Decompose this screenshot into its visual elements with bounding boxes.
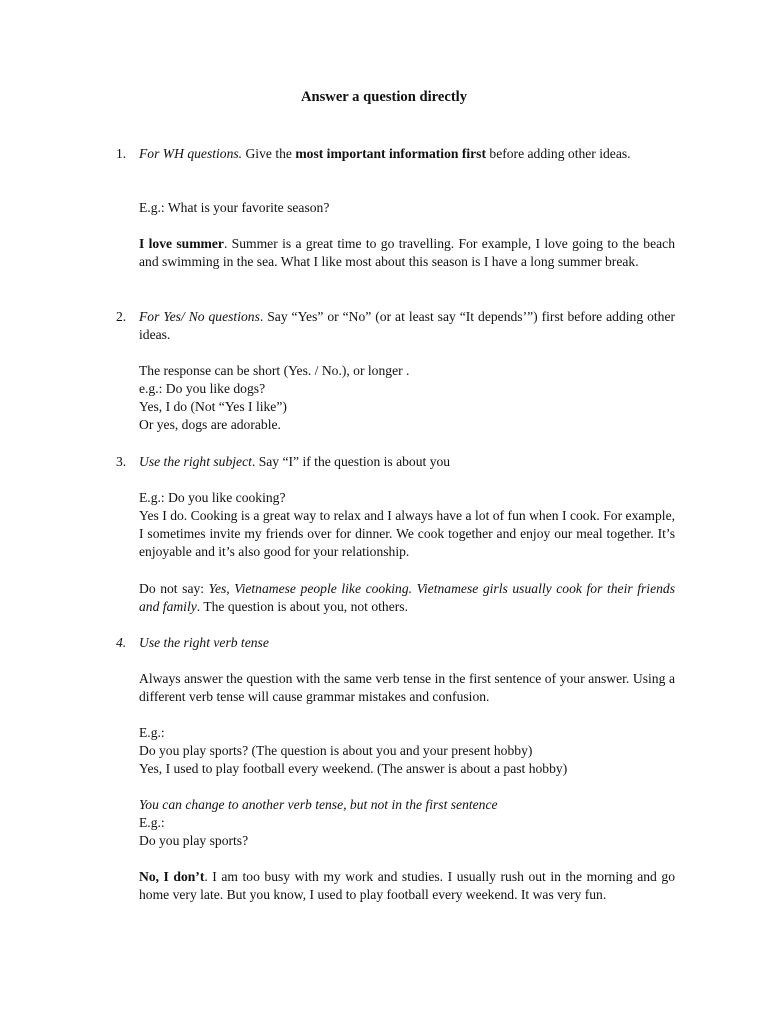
item-4-answer-1: Yes, I used to play football every weekend. (The answer is about a past hobby): [139, 761, 568, 776]
item-3-dont-italic: Yes, Vietnamese people like cooking. Vietnamese girls usually cook for their friends and family: [139, 581, 675, 614]
item-3-dont-label: Do not say:: [139, 581, 209, 596]
item-2-number: 2.: [116, 309, 127, 324]
item-1-intro-bold: most important information first: [295, 146, 486, 161]
item-3-dont-rest: . The question is about you, not others.: [196, 599, 408, 614]
item-2-line: The response can be short (Yes. / No.), or longer .: [139, 363, 410, 378]
item-4-lead: Use the right verb tense: [139, 635, 269, 650]
item-3-lead: Use the right subject: [139, 454, 252, 469]
item-1-intro: [139, 145, 675, 163]
item-1-answer-bold: I love summer: [139, 236, 224, 251]
item-4-final-answer: [139, 868, 675, 904]
item-4-final-bold: No, I don’t: [139, 869, 205, 884]
page-title: Answer a question directly: [300, 89, 468, 105]
item-2-line: e.g.: Do you like dogs?: [139, 381, 266, 396]
item-1-example-question: E.g.: What is your favorite season?: [139, 200, 330, 215]
item-1-intro-b: before adding other ideas.: [486, 146, 631, 161]
item-4-note: You can change to another verb tense, but not in the first sentence: [139, 797, 498, 812]
item-4-final-rest: . I am too busy with my work and studies. I usually rush out in the morning and go home very late. But you know, I used to play football every weekend. It was very fun.: [139, 869, 675, 902]
item-3-number: 3.: [116, 454, 127, 469]
item-2-line: Yes, I do (Not “Yes I like”): [139, 399, 287, 414]
item-2-line: Or yes, dogs are adorable.: [139, 417, 281, 432]
item-1-number: 1.: [116, 146, 127, 161]
item-4-eg-2: E.g.:: [139, 815, 165, 830]
item-3-do-not-say: [139, 580, 675, 616]
item-4-paragraph: Always answer the question with the same verb tense in the first sentence of your answer. Using a different verb tense will cause grammar mistakes and confusion.: [139, 671, 675, 704]
item-4-question-2: Do you play sports?: [139, 833, 249, 848]
item-2-intro-text: . Say “Yes” or “No” (or at least say “It depends’”) first before adding other ideas.: [139, 309, 676, 342]
item-4-question-1: Do you play sports? (The question is about you and your present hobby): [139, 743, 533, 758]
item-3-example-question: E.g.: Do you like cooking?: [139, 490, 286, 505]
item-1-intro-a: Give the: [242, 146, 296, 161]
item-2-intro: [139, 308, 675, 344]
item-3-intro-text: . Say “I” if the question is about you: [251, 454, 451, 469]
item-4-eg-1: E.g.:: [139, 725, 165, 740]
item-1-answer-rest: . Summer is a great time to go travelling. For example, I love going to the beach and swimming in the sea. What I like most about this season is I have a long summer break.: [139, 236, 675, 269]
item-3-intro: [139, 453, 675, 471]
item-3-example-answer: Yes I do. Cooking is a great way to relax and I always have a lot of fun when I cook. For example, I sometimes invite my friends over for dinner. We cook together and enjoy our meal together. It’s enjoyable and it’s also good for your relationship.: [139, 508, 675, 559]
item-4-number: 4.: [116, 635, 127, 650]
item-1-lead: For WH questions.: [139, 146, 243, 161]
item-1-example-answer: [139, 235, 675, 271]
item-2-lead: For Yes/ No questions: [139, 309, 260, 324]
